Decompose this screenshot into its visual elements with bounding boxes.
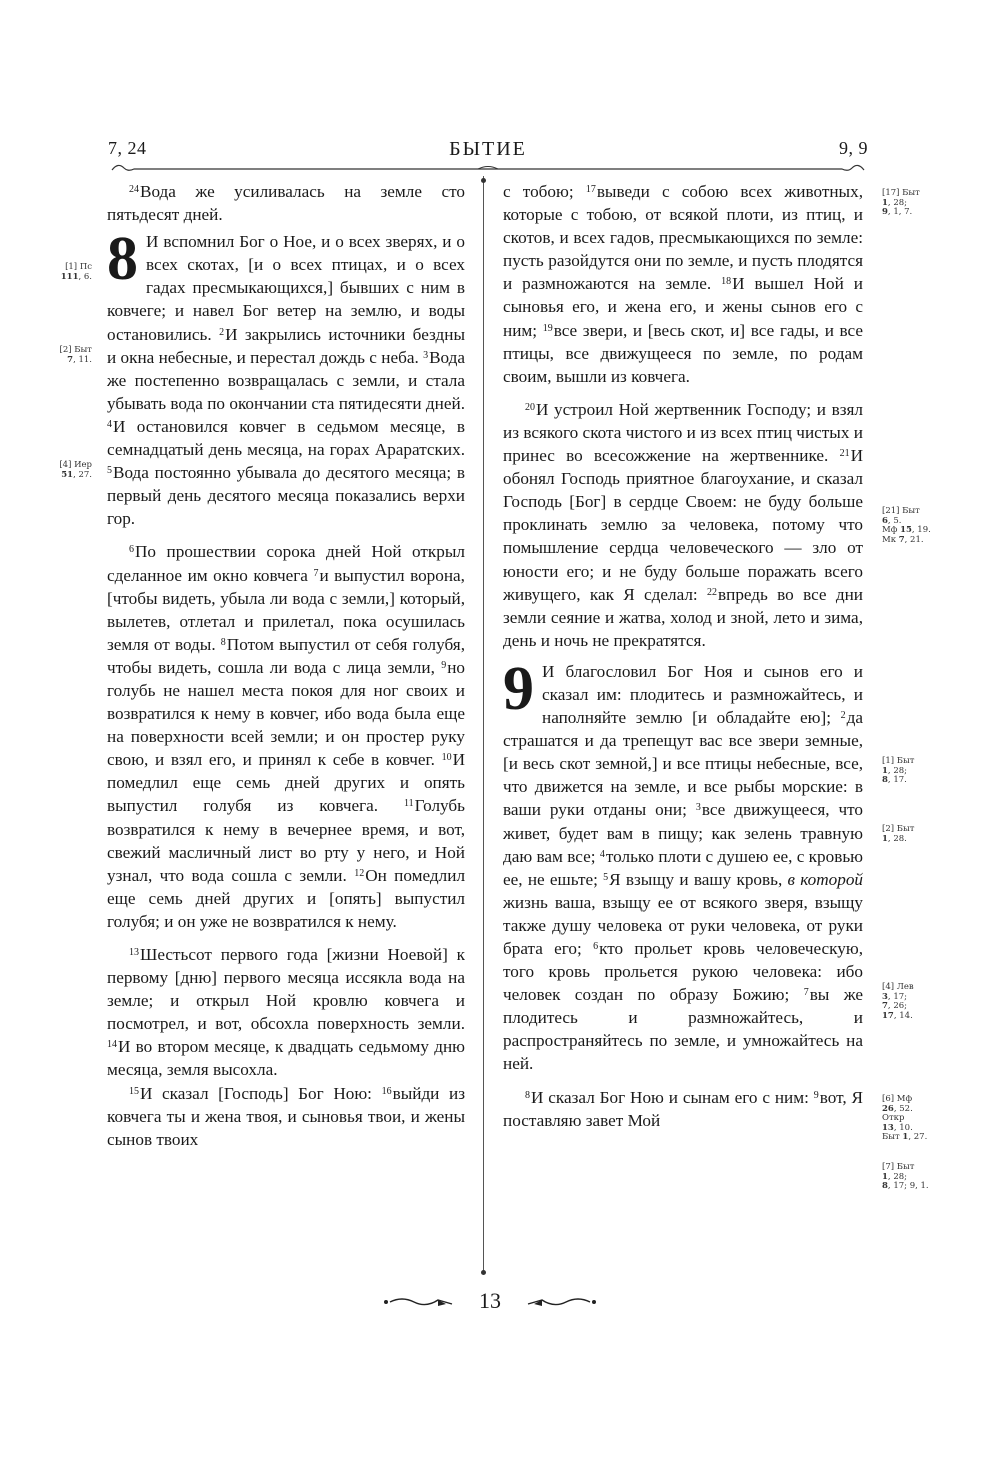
verse-number: 6 [129,544,134,556]
margin-note-r9-2: [2] Быт 1, 28. [882,824,915,844]
verse-number: 2 [840,710,846,722]
verse-number: 9 [441,659,447,671]
margin-note-ps-111: [1] Пс 111, 6. [60,262,92,282]
paragraph-8-15: $^{15}$И сказал [Господь] Бог Ною: $^{16}$выйди из ковчега ты и жена твоя, и сыновья твои, и жены сынов твоих [107,1083,465,1149]
margin-note-r9-6: [6] Мф 26, 52. Откр 13, 10. Быт 1, 27. [882,1094,928,1142]
paragraph-8-1: 8 И вспомнил Бог о Ное, и о всех зверях, и о всех скотах, [и о всех птицах, и о всех гадах пресмыкающихся,] бывших с ним в ковчеге; и навел Бог ветер на землю, и воды остановились. $^2$И закрылись источники бездны и окна небесные, и перестал дождь с неба. $^3$Вода же постепенно возвращалась с земли, и стала убывать вода по окончании ста пятидесяти дней. $^4$И остановился ковчег в седьмом месяце, в семнадцатый день месяца, на горах Араратских. $^5$Вода постоянно убывала до десятого месяца; в первый день десятого месяца показались верхи гор. [107,225,466,529]
chapter-number-8: 8 [107,225,138,294]
verse-number: 18 [721,276,732,288]
verse-number: 12 [354,867,365,879]
verse-number: 24 [129,184,139,195]
header-left-reference: 7, 24 [108,138,147,158]
verse-number: 8 [525,1089,530,1101]
margin-note-r9-1: [1] Быт 1, 28; 8, 17. [882,756,915,785]
verse-number: 19 [542,322,553,334]
paragraph-8-13: $^{13}$Шестьсот первого года [жизни Ноевой] к первому [дню] первого месяца иссякла вода на земле; и открыл Ной кровлю ковчега и посмотрел, и вот, обсохла поверхность земли. $^{14}$И во втором месяце, к двадцать седьмому дню месяца, земля высохла. [107,945,465,1080]
verse-number: 4 [107,418,112,430]
italic-insertion: в которой [787,869,864,889]
verse-number: 14 [107,1039,117,1051]
verse-number: 6 [593,941,599,952]
verse-number: 4 [599,848,605,860]
verse-number: 16 [381,1085,392,1097]
margin-note-r17: [17] Быт 1, 28; 9, 1, 7. [882,188,920,217]
divider-dot-bottom [481,1270,486,1275]
verse-number: 20 [525,401,535,413]
verse-number: 10 [441,752,452,764]
verse-number: 8 [220,636,226,648]
column-divider [483,176,484,1272]
paragraph-8-16-cont: с тобою; $^{17}$выведи с собою всех животных, которые с тобою, от всякой плоти, из птиц, и скотов, и всех гадов, пресмыкающихся по земле: пусть разойдутся они по земле, и пусть плодятся и размножаются на земле. $^{18}$И вышел Ной и сыновья его, и жена его, и жены сынов его с ним; $^{19}$все звери, и [весь скот, и] все гады, и все птицы, все движущееся по земле, по родам своим, вышли из ковчега. [503,182,864,386]
text-column-right [503,180,863,1132]
footer-ornament-right [520,1294,600,1310]
verse-number: 2 [219,326,225,338]
verse-number: 21 [839,448,850,460]
header-right-reference: 9, 9 [839,138,868,158]
verse-number: 7 [803,987,809,999]
book-title: БЫТИЕ [449,138,527,160]
margin-note-gen-7: [2] Быт 7, 11. [59,345,92,365]
verse-number: 15 [129,1085,139,1097]
text-column-left [107,180,465,1151]
paragraph-7-24: $^{24}$Вода же усиливалась на земле сто пятьдесят дней. [107,182,465,225]
paragraph-8-20: $^{20}$И устроил Ной жертвенник Господу; и взял из всякого скота чистого и из всех птиц чистых и принес во всесожжение на жертвеннике. $^{21}$И обонял Господь приятное благоухание, и сказал Господь [Бог] в сердце Своем: не буду больше проклинать землю за человека, потому что помышление сердца человеческого — зло от юности его; и не буду больше поражать всего живущего, как Я сделал: $^{22}$впредь во все дни земли сеяние и жатва, холод и зной, лето и зима, день и ночь не прекратятся. [503,399,863,650]
paragraph-9-1: 9 И благословил Бог Ноя и сынов его и сказал им: плодитесь и размножайтесь, и наполняйте землю [и обладайте ею]; $^2$да страшатся и да трепещут вас все звери земные, [и весь скот земной,] и все птицы небесные, все, что движется на земле, и все рыбы морские: в ваши руки отданы они; $^3$все движущееся, что живет, будет вам в пищу; как зелень травную даю вам все; $^4$только плоти с душею ее, с кровью ее, не ешьте; $^5$Я взыщу и вашу кровь, в которой жизнь ваша, взыщу ее от всякого зверя, взыщу также душу человека от руки человека, от руки брата его; $^6$кто прольет кровь человеческую, того кровь прольется рукою человека: ибо человек создан по образу Божию; $^7$вы же плодитесь и размножайтесь, и распространяйтесь по земле, и умножайтесь на ней. [503,654,864,1074]
verse-number: 3 [423,349,429,361]
page-number: 13 [479,1288,501,1313]
verse-number: 17 [585,184,596,195]
verse-number: 22 [707,586,717,598]
verse-number: 9 [813,1089,819,1101]
chapter-number-9: 9 [503,654,534,723]
verse-number: 5 [603,871,609,883]
verse-number: 7 [313,567,319,579]
verse-number: 3 [695,802,701,814]
page-footer [380,1288,600,1318]
margin-note-r9-4: [4] Лев 3, 17; 7, 26; 17, 14. [882,982,914,1021]
paragraph-8-6: $^6$По прошествии сорока дней Ной открыл сделанное им окно ковчега $^7$и выпустил ворона, [чтобы видеть, убыла ли вода с земли,] который, вылетев, отлетал и прилетал, пока осушилась земля от воды. $^8$Потом выпустил от себя голубя, чтобы видеть, сошла ли вода с лица земли, $^9$но голубь не нашел места покоя для ног своих и возвратился к нему в ковчег, ибо вода была еще на поверхности всей земли; и он простер руку свою, и взял его, и принял к себе в ковчег. $^{10}$И помедлил еще семь дней других и опять выпустил голубя из ковчега. $^{11}$Голубь возвратился к нему в вечернее время, и вот, свежий масличный лист во рту у него, и Ной узнал, что вода сошла с земли. $^{12}$Он помедлил еще семь дней других и [опять] выпустил голубя; и он уже не возвратился к нему. [107,542,466,931]
divider-dot-top [481,178,486,183]
margin-note-r9-7: [7] Быт 1, 28; 8, 17; 9, 1. [882,1162,929,1191]
margin-note-r21: [21] Быт 6, 5. Мф 15, 19. Мк 7, 21. [882,506,931,545]
verse-number: 13 [129,947,139,958]
header-ornament-rule [108,160,868,174]
verse-number: 5 [107,465,112,477]
paragraph-9-8: $^8$И сказал Бог Ною и сынам его с ним: $^9$вот, Я поставляю завет Мой [503,1087,864,1130]
margin-note-jer-51: [4] Иер 51, 27. [59,460,92,480]
verse-number: 11 [404,798,414,810]
